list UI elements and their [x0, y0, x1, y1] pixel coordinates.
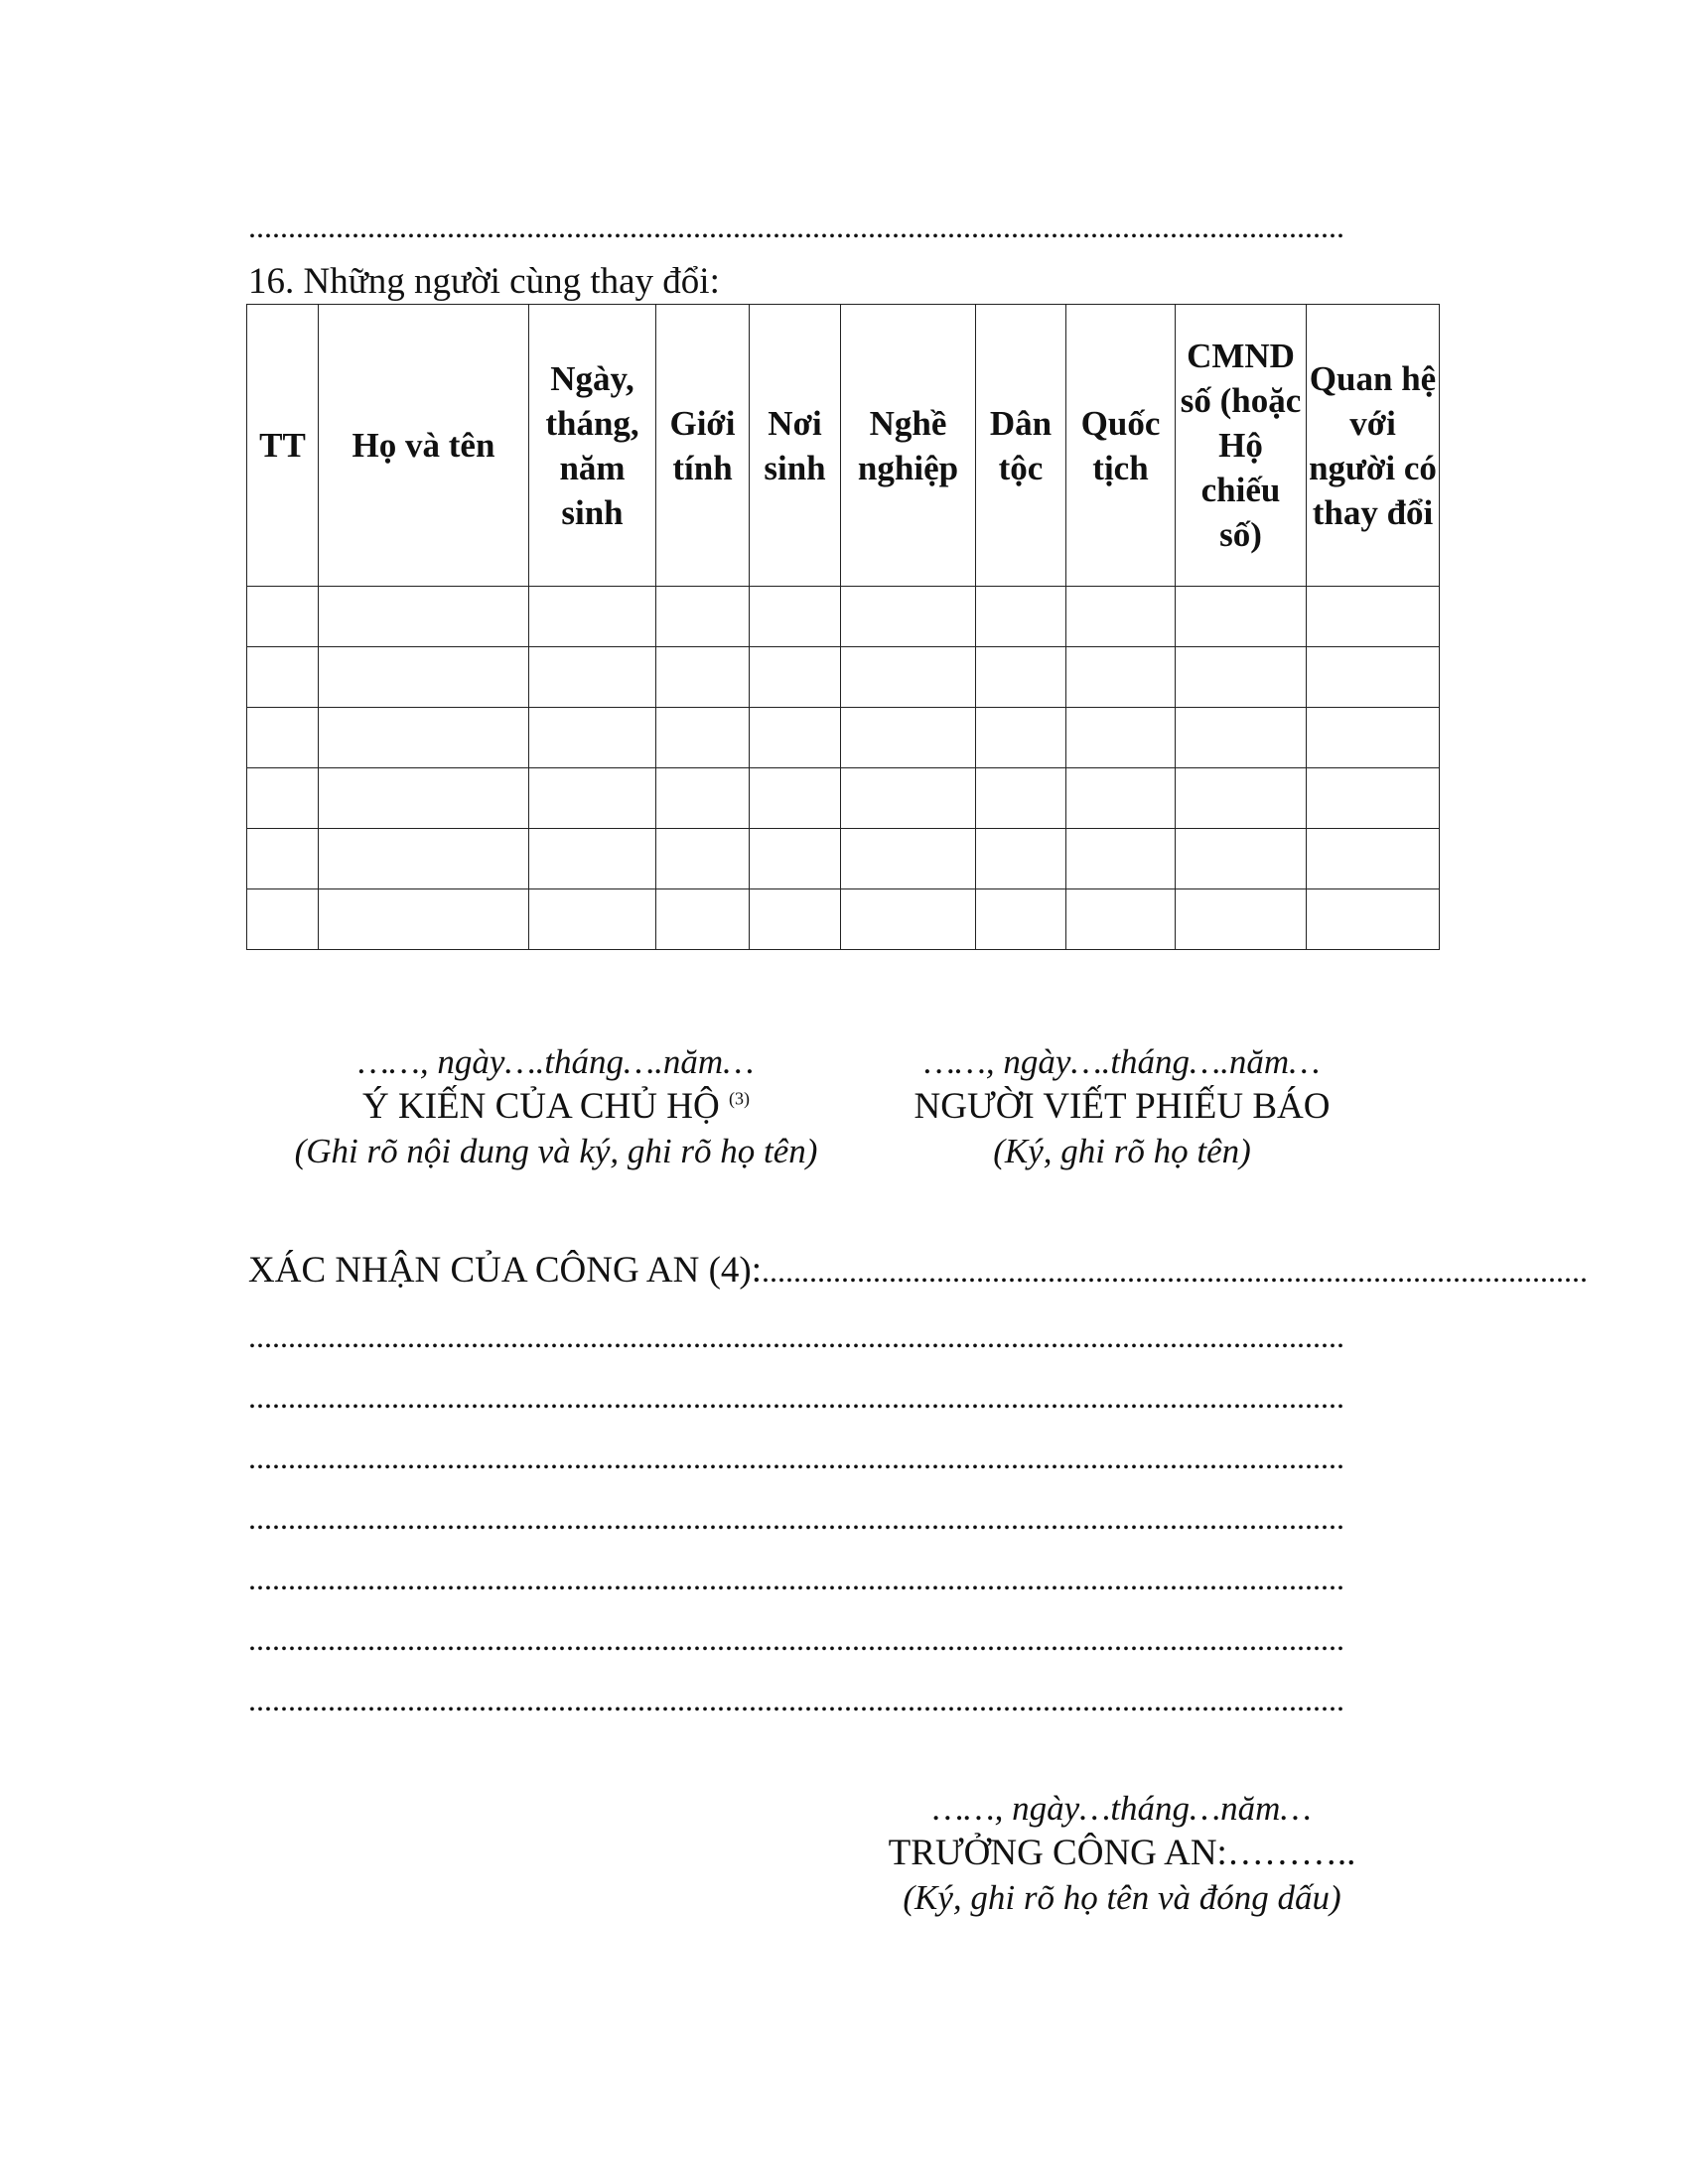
table-row [247, 768, 1440, 829]
header-relationship: Quan hệ với người có thay đổi [1307, 305, 1440, 587]
table-cell[interactable] [656, 829, 750, 889]
table-row [247, 587, 1440, 647]
police-chief-signature-block [854, 1787, 1390, 1920]
table-cell[interactable] [1307, 708, 1440, 768]
table-cell[interactable] [247, 768, 319, 829]
table-cell[interactable] [1307, 889, 1440, 950]
table-cell[interactable] [976, 829, 1066, 889]
table-cell[interactable] [750, 889, 841, 950]
table-row [247, 829, 1440, 889]
table-cell[interactable] [1307, 587, 1440, 647]
table-cell[interactable] [1066, 647, 1176, 708]
report-writer-role: NGƯỜI VIẾT PHIẾU BÁO [914, 1086, 1331, 1127]
table-row [247, 647, 1440, 708]
table-cell[interactable] [319, 829, 529, 889]
section-16-title: 16. Những người cùng thay đổi: [248, 261, 720, 302]
table-cell[interactable] [247, 708, 319, 768]
table-cell[interactable] [1176, 587, 1307, 647]
table-cell[interactable] [247, 647, 319, 708]
table-cell[interactable] [529, 587, 656, 647]
report-writer-date: ……, ngày….tháng….năm… [923, 1042, 1321, 1081]
table-cell[interactable] [1176, 768, 1307, 829]
table-cell[interactable] [247, 587, 319, 647]
table-cell[interactable] [319, 708, 529, 768]
header-gender: Giới tính [656, 305, 750, 587]
table-cell[interactable] [976, 647, 1066, 708]
top-dotted-line: .......................................................................................................................................... [248, 208, 1344, 244]
table-row [247, 889, 1440, 950]
police-chief-date: ……, ngày…tháng…năm… [932, 1789, 1312, 1828]
table-cell[interactable] [319, 889, 529, 950]
confirmation-dotted-line[interactable]: .......................................................................................................................................... [248, 1682, 1344, 1717]
report-writer-signature-block [874, 1040, 1370, 1173]
header-date-of-birth: Ngày, tháng, năm sinh [529, 305, 656, 587]
table-cell[interactable] [247, 829, 319, 889]
table-cell[interactable] [1066, 768, 1176, 829]
confirmation-dotted-line[interactable]: .......................................................................................................................................... [248, 1500, 1344, 1536]
header-id-number: CMND số (hoặc Hộ chiếu số) [1176, 305, 1307, 587]
report-writer-note: (Ký, ghi rõ họ tên) [993, 1132, 1251, 1170]
table-cell[interactable] [841, 708, 976, 768]
table-cell[interactable] [656, 587, 750, 647]
table-cell[interactable] [750, 708, 841, 768]
table-cell[interactable] [656, 708, 750, 768]
header-nationality: Quốc tịch [1066, 305, 1176, 587]
table-cell[interactable] [529, 829, 656, 889]
confirmation-dotted-line[interactable]: .......................................................................................................................................... [248, 1561, 1344, 1596]
table-row [247, 708, 1440, 768]
confirmation-dotted-line[interactable]: .......................................................................................................................................... [248, 1318, 1344, 1354]
table-cell[interactable] [1307, 829, 1440, 889]
table-cell[interactable] [976, 889, 1066, 950]
table-cell[interactable] [976, 768, 1066, 829]
table-cell[interactable] [319, 587, 529, 647]
household-head-note: (Ghi rõ nội dung và ký, ghi rõ họ tên) [294, 1132, 818, 1170]
table-cell[interactable] [656, 768, 750, 829]
table-cell[interactable] [841, 889, 976, 950]
header-birthplace: Nơi sinh [750, 305, 841, 587]
household-head-title [258, 1084, 854, 1130]
household-head-date: ……, ngày….tháng….năm… [357, 1042, 755, 1081]
footnote-marker: (3) [728, 1088, 750, 1109]
table-cell[interactable] [1176, 647, 1307, 708]
confirmation-dotted-line[interactable]: .......................................................................................................................................... [248, 1439, 1344, 1475]
table-cell[interactable] [319, 647, 529, 708]
changed-persons-table [246, 304, 1440, 950]
police-confirmation-dots: ........................................................................................................ [762, 1253, 1588, 1289]
table-cell[interactable] [1176, 708, 1307, 768]
table-cell[interactable] [750, 647, 841, 708]
table-cell[interactable] [247, 889, 319, 950]
table-cell[interactable] [841, 768, 976, 829]
table-cell[interactable] [750, 829, 841, 889]
table-cell[interactable] [750, 768, 841, 829]
header-full-name: Họ và tên [319, 305, 529, 587]
table-cell[interactable] [529, 768, 656, 829]
table-cell[interactable] [1066, 889, 1176, 950]
table-cell[interactable] [656, 647, 750, 708]
police-chief-role: TRƯỞNG CÔNG AN:……….. [888, 1833, 1356, 1873]
table-cell[interactable] [976, 708, 1066, 768]
table-cell[interactable] [529, 647, 656, 708]
police-confirmation-heading [248, 1249, 1588, 1293]
table-cell[interactable] [1176, 889, 1307, 950]
table-cell[interactable] [841, 829, 976, 889]
header-tt: TT [247, 305, 319, 587]
household-head-role: Ý KIẾN CỦA CHỦ HỘ [362, 1086, 720, 1127]
table-cell[interactable] [750, 587, 841, 647]
table-cell[interactable] [1307, 647, 1440, 708]
table-cell[interactable] [1176, 829, 1307, 889]
table-cell[interactable] [1066, 829, 1176, 889]
table-cell[interactable] [976, 587, 1066, 647]
table-cell[interactable] [319, 768, 529, 829]
table-cell[interactable] [1307, 768, 1440, 829]
header-occupation: Nghề nghiệp [841, 305, 976, 587]
header-ethnicity: Dân tộc [976, 305, 1066, 587]
confirmation-dotted-line[interactable]: .......................................................................................................................................... [248, 1379, 1344, 1415]
table-cell[interactable] [841, 587, 976, 647]
police-confirmation-label: XÁC NHẬN CỦA CÔNG AN (4): [248, 1250, 762, 1291]
table-cell[interactable] [841, 647, 976, 708]
table-cell[interactable] [529, 889, 656, 950]
table-header-row [247, 305, 1440, 587]
table-cell[interactable] [1066, 587, 1176, 647]
table-cell[interactable] [1066, 708, 1176, 768]
police-chief-note: (Ký, ghi rõ họ tên và đóng dấu) [903, 1878, 1341, 1917]
household-head-signature-block [258, 1040, 854, 1173]
table-cell[interactable] [656, 889, 750, 950]
table-cell[interactable] [529, 708, 656, 768]
confirmation-dotted-line[interactable]: .......................................................................................................................................... [248, 1621, 1344, 1657]
